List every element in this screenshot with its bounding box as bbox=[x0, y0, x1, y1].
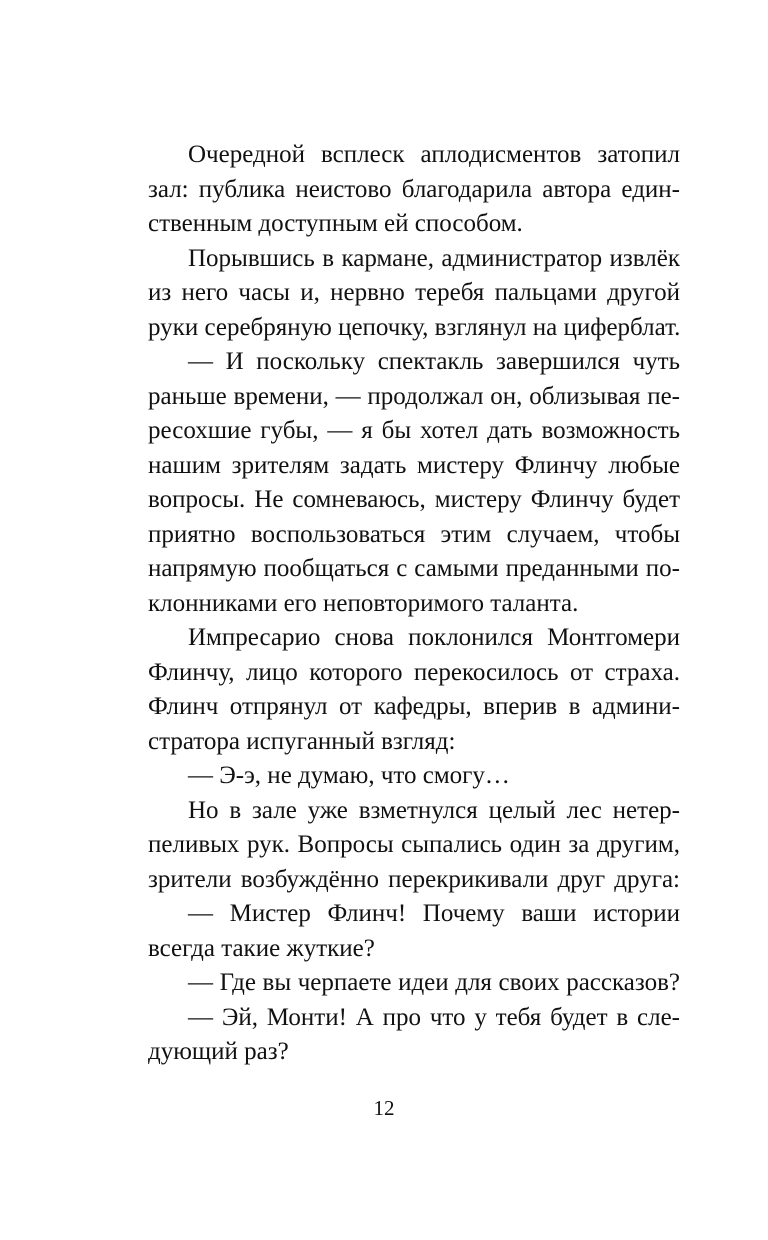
page-number: 12 bbox=[373, 1096, 395, 1120]
paragraph bbox=[148, 759, 680, 794]
text-line: раньше времени, — продолжал он, облизывая пе- bbox=[148, 382, 680, 410]
text-line: — Где вы черпаете идеи для своих рассказов? bbox=[188, 969, 680, 996]
text-line: Порывшись в кармане, администратор извлёк bbox=[188, 244, 680, 272]
text-line: зал: публика неистово благодарила автора един- bbox=[148, 175, 680, 203]
paragraph bbox=[148, 345, 680, 621]
text-line: ственным доступным ей способом. bbox=[148, 210, 523, 237]
text-line: зрители возбуждённо перекрикивали друг друга: bbox=[148, 865, 680, 893]
text-line: — И поскольку спектакль завершился чуть bbox=[188, 348, 680, 375]
text-line: — Э-э, не думаю, что смогу… bbox=[188, 762, 510, 789]
text-line: из него часы и, нервно теребя пальцами другой bbox=[148, 279, 680, 306]
text-line: приятно воспользоваться этим случаем, чтобы bbox=[148, 520, 680, 548]
text-line: Импресарио снова поклонился Монтгомери bbox=[188, 624, 680, 651]
paragraph bbox=[148, 242, 680, 346]
text-line: — Мистер Флинч! Почему ваши истории bbox=[188, 900, 680, 927]
text-line: Флинчу, лицо которого перекосилось от страха. bbox=[148, 658, 680, 686]
text-line: пеливых рук. Вопросы сыпались один за другим, bbox=[148, 831, 680, 858]
text-line: руки серебряную цепочку, взглянул на циферблат. bbox=[148, 313, 681, 341]
text-line: — Эй, Монти! А про что у тебя будет в сле- bbox=[188, 1003, 680, 1031]
body-text bbox=[148, 138, 680, 1070]
paragraph bbox=[148, 794, 680, 898]
text-line: Очередной всплеск аплодисментов затопил bbox=[188, 141, 680, 168]
text-line: ресохшие губы, — я бы хотел дать возможность bbox=[148, 417, 680, 444]
text-line: Но в зале уже взметнулся целый лес нетер- bbox=[188, 796, 680, 824]
paragraph bbox=[148, 621, 680, 759]
paragraph bbox=[148, 138, 680, 242]
paragraph bbox=[148, 966, 680, 1001]
text-line: вопросы. Не сомневаюсь, мистеру Флинчу будет bbox=[148, 486, 680, 513]
paragraph bbox=[148, 897, 680, 966]
text-line: всегда такие жуткие? bbox=[148, 934, 375, 962]
text-line: стратора испуганный взгляд: bbox=[148, 727, 456, 755]
text-line: дующий раз? bbox=[148, 1038, 289, 1065]
paragraph bbox=[148, 1001, 680, 1070]
text-line: нашим зрителям задать мистеру Флинчу любые bbox=[148, 451, 680, 479]
text-line: клонниками его неповторимого таланта. bbox=[148, 589, 579, 617]
text-line: напрямую пообщаться с самыми преданными по- bbox=[148, 555, 680, 582]
text-line: Флинч отпрянул от кафедры, вперив в админи- bbox=[148, 693, 680, 720]
